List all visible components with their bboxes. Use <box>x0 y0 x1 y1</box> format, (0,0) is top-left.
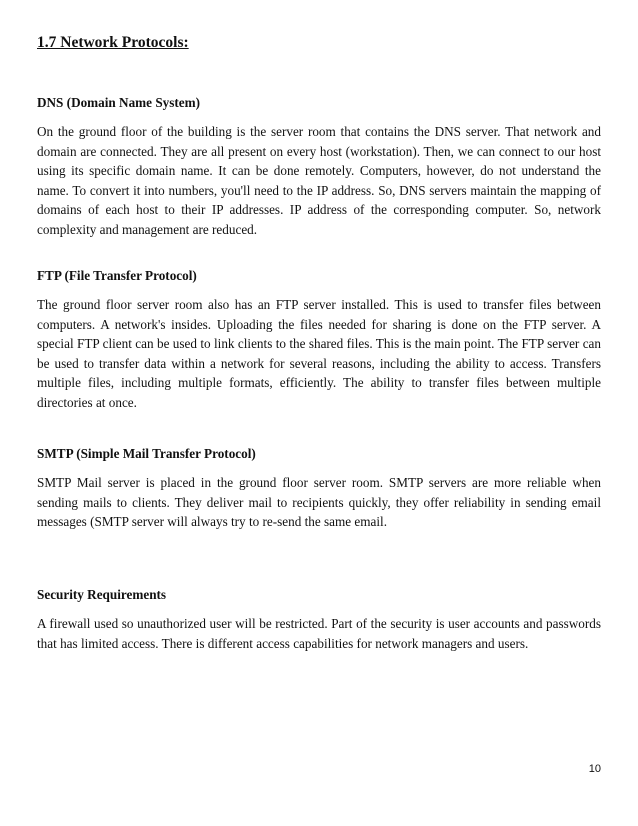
smtp-section-body: SMTP Mail server is placed in the ground floor server room. SMTP servers are more reliable when sending mails to clients. They deliver mail to recipients quickly, they offer reliability in sending email messages (SMTP server will always try to re-send the same email. <box>37 475 601 530</box>
page-number: 10 <box>588 763 601 775</box>
dns-section-title: DNS (Domain Name System) <box>37 95 200 110</box>
security-section-body: A firewall used so unauthorized user will be restricted. Part of the security is user accounts and passwords that has limited access. There is different access capabilities for network managers and users. <box>37 616 601 651</box>
security-section <box>37 587 601 653</box>
dns-section <box>37 95 601 240</box>
section-heading: 1.7 Network Protocols: <box>37 34 189 51</box>
ftp-section-body: The ground floor server room also has an FTP server installed. This is used to transfer files between computers. A network's insides. Uploading the files needed for sharing is done on the FTP server. A special FTP client can be used to link clients to the shared files. This is the main point. The FTP server can be used to transfer data within a network for several reasons, including the ability to access. Transfers multiple files, including multiple formats, efficiently. The ability to transfer files between multiple directories at once. <box>37 297 601 410</box>
dns-section-body: On the ground floor of the building is the server room that contains the DNS server. That network and domain are connected. They are all present on every host (workstation). Then, we can connect to our host using its specific domain name. It can be done remotely. Computers, however, do not understand the name. To convert it into numbers, you'll need to the IP address. So, DNS servers maintain the mapping of domains of each host to their IP addresses. IP address of the corresponding computer. So, network complexity and management are reduced. <box>37 124 601 237</box>
ftp-section <box>37 268 601 413</box>
ftp-section-title: FTP (File Transfer Protocol) <box>37 268 197 283</box>
smtp-section <box>37 446 601 532</box>
security-section-title: Security Requirements <box>37 587 167 602</box>
smtp-section-title: SMTP (Simple Mail Transfer Protocol) <box>37 446 256 461</box>
